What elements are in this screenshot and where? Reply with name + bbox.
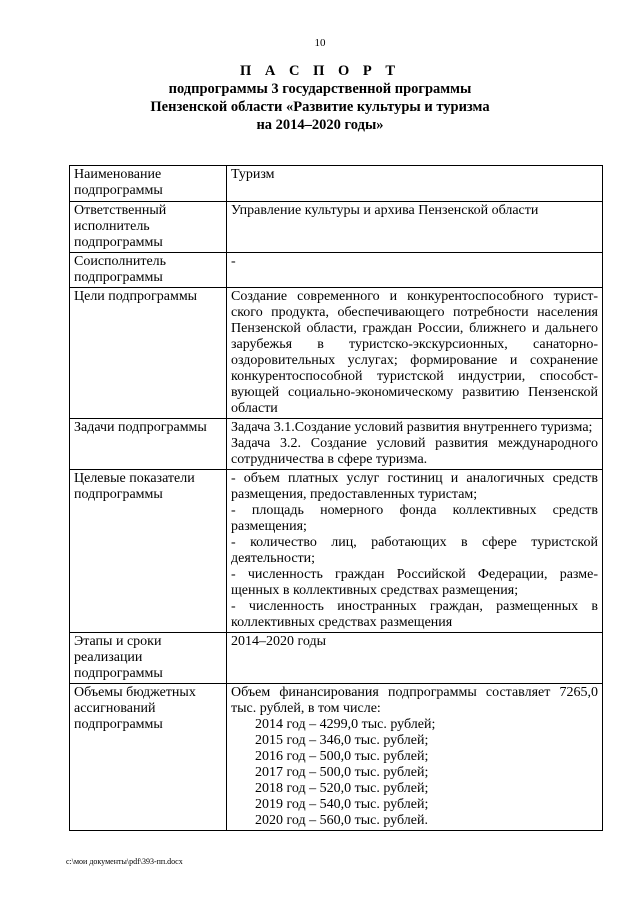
page-number: 10 — [314, 37, 326, 49]
row-value — [227, 419, 603, 470]
funding-year-line: 2019 год – 540,0 тыс. рублей; — [255, 797, 429, 812]
table-row — [70, 288, 603, 419]
footer-file-path: c:\мои документы\pdf\393-пп.docx — [66, 857, 183, 866]
row-label: Цели подпрограммы — [70, 288, 227, 419]
table-row — [70, 419, 603, 470]
funding-year-line: 2015 год – 346,0 тыс. рублей; — [255, 733, 429, 748]
funding-year-line: 2014 год – 4299,0 тыс. рублей; — [255, 717, 436, 732]
title-line-4: на 2014–2020 годы» — [256, 117, 384, 133]
funding-year-line: 2018 год – 520,0 тыс. рублей; — [255, 781, 429, 796]
value-paragraph: Объем финансирования подпрограммы составляет 7265,0 тыс. рублей, в том числе: — [231, 685, 598, 716]
table-row — [70, 633, 603, 684]
value-paragraph: - — [231, 254, 236, 269]
value-paragraph: 2014–2020 годы — [231, 634, 327, 649]
value-paragraph: - площадь номерного фонда коллективных средств размещения; — [231, 503, 598, 534]
title-line-3: Пензенской области «Развитие культуры и туризма — [150, 99, 490, 115]
value-paragraph: - численность иностранных граждан, размещенных в коллективных средствах размещения — [231, 599, 598, 630]
row-value — [227, 288, 603, 419]
row-value — [227, 253, 603, 288]
funding-year-line: 2020 год – 560,0 тыс. рублей. — [255, 813, 428, 828]
value-paragraph: Туризм — [231, 167, 275, 182]
row-label: Задачи подпрограммы — [70, 419, 227, 470]
row-label: Объемы бюджетных ассигнований подпрограммы — [70, 684, 227, 831]
value-paragraph: Задача 3.2. Создание условий развития международного сотрудничества в сфере туризма. — [231, 436, 598, 467]
row-value — [227, 202, 603, 253]
document-title — [0, 62, 640, 134]
value-paragraph: Создание современного и конкурентоспособного турист-ского продукта, обеспечивающего потребности населения Пензенской области, граждан России, ближнего и дальнего зарубежья в туристско-экскурсионных, санаторно-оздоровительных услугах; формирование и сохранение конкурентоспособной туристской индустрии, способст-вующей социально-экономическому развитию Пензенской области — [231, 289, 598, 416]
value-paragraph: - количество лиц, работающих в сфере туристской деятельности; — [231, 535, 598, 566]
funding-year-line: 2016 год – 500,0 тыс. рублей; — [255, 749, 429, 764]
table-row — [70, 202, 603, 253]
table-row — [70, 684, 603, 831]
title-line-2: подпрограммы 3 государственной программы — [168, 81, 472, 97]
funding-year-line: 2017 год – 500,0 тыс. рублей; — [255, 765, 429, 780]
row-value — [227, 166, 603, 202]
value-paragraph: Задача 3.1.Создание условий развития внутреннего туризма; — [231, 420, 593, 435]
value-paragraph: - численность граждан Российской Федерации, разме-щенных в коллективных средствах размещения; — [231, 567, 598, 598]
table-row — [70, 253, 603, 288]
table-row — [70, 166, 603, 202]
row-label: Ответственный исполнитель подпрограммы — [70, 202, 227, 253]
row-label: Этапы и сроки реализации подпрограммы — [70, 633, 227, 684]
row-label: Наименование подпрограммы — [70, 166, 227, 202]
row-value — [227, 633, 603, 684]
passport-table — [69, 165, 603, 831]
title-line-1: П А С П О Р Т — [239, 63, 401, 79]
row-label: Целевые показатели подпрограммы — [70, 470, 227, 633]
row-value — [227, 470, 603, 633]
row-label: Соисполнитель подпрограммы — [70, 253, 227, 288]
row-value — [227, 684, 603, 831]
value-paragraph: - объем платных услуг гостиниц и аналогичных средств размещения, предоставленных туристам; — [231, 471, 598, 502]
table-row — [70, 470, 603, 633]
value-paragraph: Управление культуры и архива Пензенской области — [231, 203, 539, 218]
